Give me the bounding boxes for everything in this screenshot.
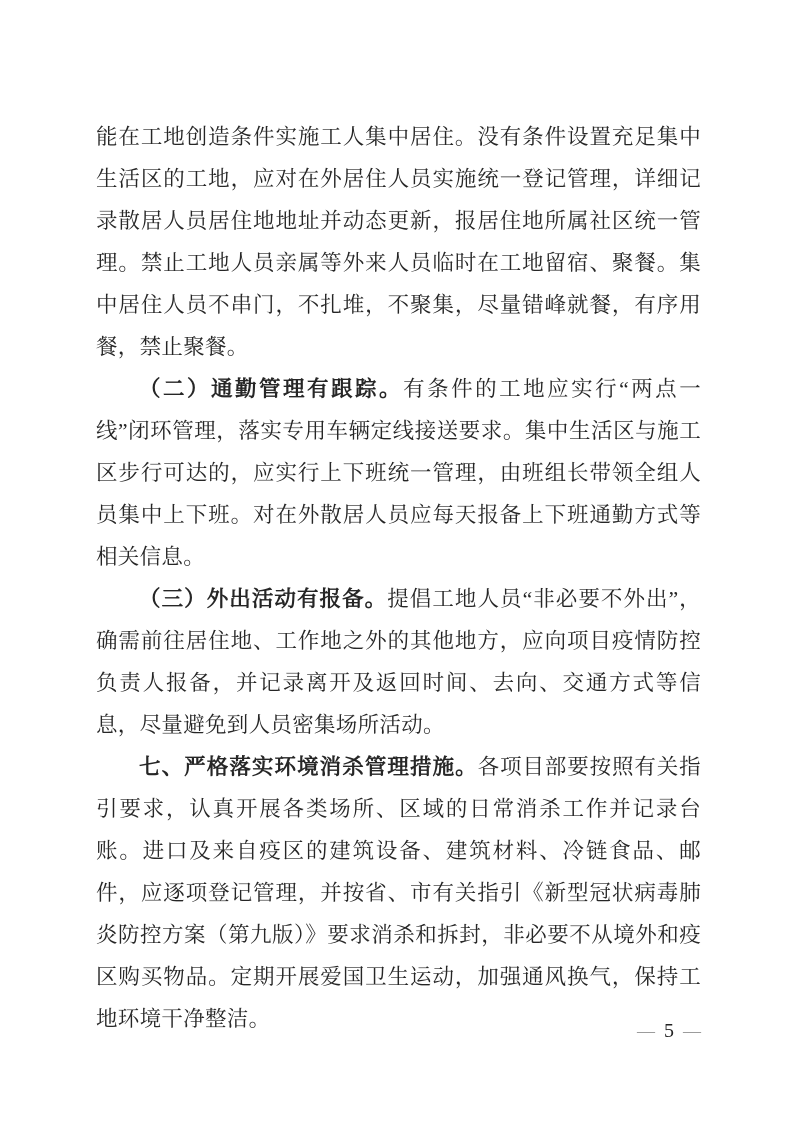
paragraph-section-3 xyxy=(96,578,701,746)
page-number-value: 5 xyxy=(664,1020,674,1042)
page-number-dash-right: — xyxy=(683,1021,701,1041)
section-heading-disinfection-measures: 七、严格落实环境消杀管理措施。 xyxy=(139,755,478,779)
paragraph-section-7 xyxy=(96,746,701,1040)
section-heading-outing-report: （三）外出活动有报备。 xyxy=(139,587,388,611)
paragraph-continuation xyxy=(96,116,701,368)
paragraph-section-2 xyxy=(96,368,701,578)
document-body xyxy=(96,116,701,1040)
paragraph-text: 提倡工地人员“非必要不外出”，确需前往居住地、工作地之外的其他地方，应向项目疫情防控负责人报备，并记录离开及返回时间、去向、交通方式等信息，尽量避免到人员密集场所活动。 xyxy=(96,587,701,737)
page-number xyxy=(637,1017,701,1045)
paragraph-text: 能在工地创造条件实施工人集中居住。没有条件设置充足集中生活区的工地，应对在外居住人员实施统一登记管理，详细记录散居人员居住地地址并动态更新，报居住地所属社区统一管理。禁止工地人员亲属等外来人员临时在工地留宿、聚餐。集中居住人员不串门，不扎堆，不聚集，尽量错峰就餐，有序用餐，禁止聚餐。 xyxy=(96,125,701,359)
paragraph-text: 各项目部要按照有关指引要求，认真开展各类场所、区域的日常消杀工作并记录台账。进口及来自疫区的建筑设备、建筑材料、冷链食品、邮件，应逐项登记管理，并按省、市有关指引《新型冠状病毒肺炎防控方案（第九版）》要求消杀和拆封，非必要不从境外和疫区购买物品。定期开展爱国卫生运动，加强通风换气，保持工地环境干净整洁。 xyxy=(96,755,701,1031)
section-heading-commute-management: （二）通勤管理有跟踪。 xyxy=(139,377,404,401)
paragraph-text: 有条件的工地应实行“两点一线”闭环管理，落实专用车辆定线接送要求。集中生活区与施工区步行可达的，应实行上下班统一管理，由班组长带领全组人员集中上下班。对在外散居人员应每天报备上下班通勤方式等相关信息。 xyxy=(96,377,701,569)
page-number-dash-left: — xyxy=(637,1021,655,1041)
